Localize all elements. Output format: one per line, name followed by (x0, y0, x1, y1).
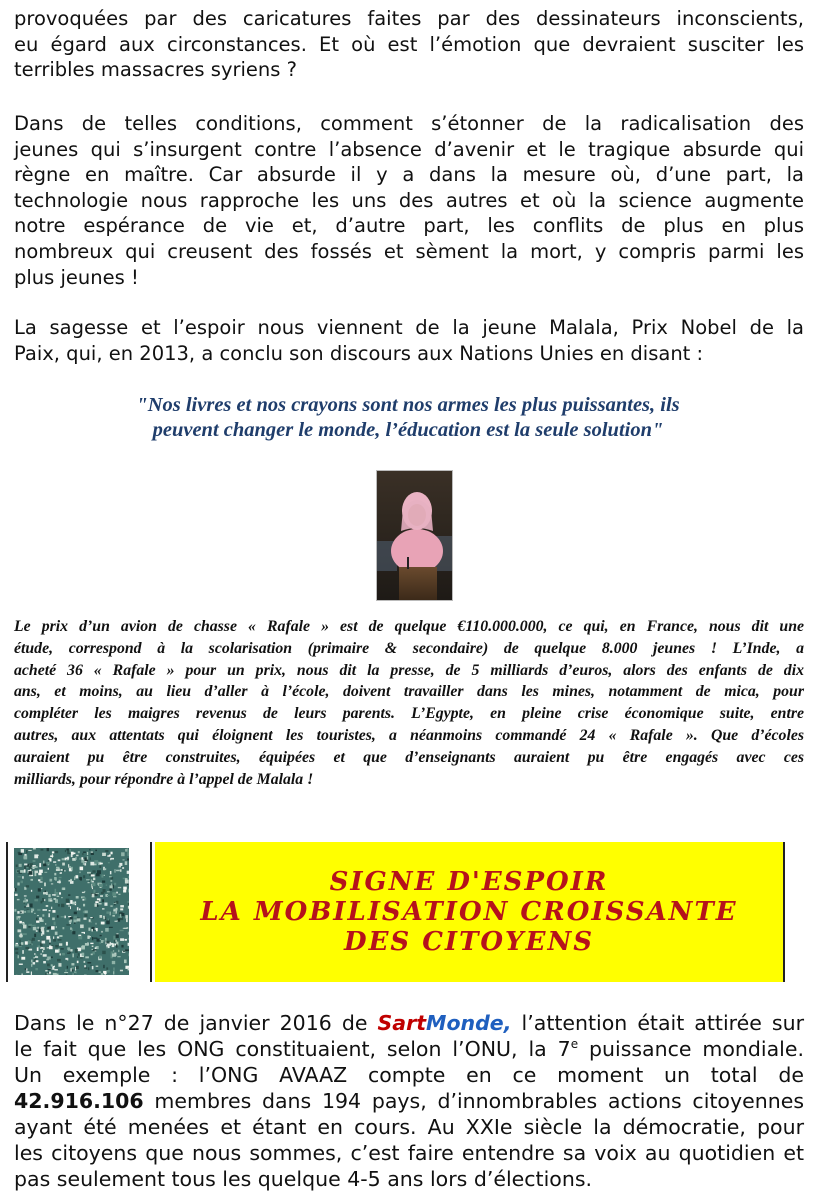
brand-monde: Monde, (426, 1011, 512, 1035)
text-line (14, 1036, 804, 1062)
text-line: pas seulement tous les quelque 4-5 ans lors d’élections. (14, 1167, 593, 1191)
text-line: provoquées par des caricatures faites par des dessinateurs inconscients, (14, 7, 804, 30)
rafale-caption (14, 616, 804, 790)
text-line: Dans de telles conditions, comment s’étonner de la radicalisation des (14, 112, 804, 135)
text-fragment: puissance mondiale. (578, 1037, 804, 1061)
caption-line: Le prix d’un avion de chasse « Rafale » est de quelque €110.000.000, ce qui, en France, nous dit une (14, 618, 804, 635)
text-line: notre espérance de vie et, d’autre part, les conflits de plus en plus (14, 214, 804, 238)
crowd-photo (14, 848, 129, 975)
text-line: nombreux qui creusent des fossés et sèment la mort, y compris parmi les (14, 239, 804, 263)
quote-line: "Nos livres et nos crayons sont nos armes les plus puissantes, ils (136, 394, 680, 416)
text-line: La sagesse et l’espoir nous viennent de la jeune Malala, Prix Nobel de la (14, 316, 804, 339)
banner-title-line: SIGNE D'ESPOIR (329, 867, 609, 897)
text-line: terribles massacres syriens ? (14, 58, 297, 82)
text-line: technologie nous rapproche les uns des autres et où la science augmente (14, 188, 804, 212)
caption-line: étude, correspond à la scolarisation (primaire & secondaire) de quelque 8.000 jeunes ! L’Inde, a (14, 639, 804, 657)
text-fragment: le fait que les ONG constituaient, selon l’ONU, la 7 (14, 1037, 571, 1061)
paragraph-2 (14, 111, 804, 290)
vertical-rule (150, 842, 152, 982)
caption-line: milliards, pour répondre à l’appel de Malala ! (14, 770, 314, 788)
text-line: ayant été menées et étant en cours. Au XXIe siècle la démocratie, pour (14, 1115, 804, 1139)
text-line: jeunes qui s’insurgent contre l’absence d’avenir et le tragique absurde qui (14, 137, 804, 161)
text-fragment: Dans le n°27 de janvier 2016 de (14, 1011, 378, 1035)
text-line (14, 1010, 804, 1036)
caption-line: compléter les maigres revenus de leurs parents. L’Egypte, en pleine crise économique suite, entre (14, 705, 804, 723)
malala-speech-photo (376, 470, 453, 601)
text-fragment: l’attention était attirée sur (511, 1011, 804, 1035)
banner-title-line: LA MOBILISATION CROISSANTE (200, 897, 738, 927)
brand-sart: Sart (377, 1011, 427, 1035)
malala-quote (40, 393, 776, 443)
text-line: les citoyens que nous sommes, c’est faire entendre sa voix au quotidien et (14, 1141, 804, 1165)
vertical-rule (783, 842, 785, 982)
text-line: eu égard aux circonstances. Et où est l’émotion que devraient susciter les (14, 32, 804, 56)
caption-line: ans, et moins, au lieu d’aller à l’école, doivent travailler dans les mines, notamment de mica, pour (14, 683, 804, 701)
banner-title-line: DES CITOYENS (344, 927, 594, 957)
text-line: Un exemple : l’ONG AVAAZ compte en ce moment un total de (14, 1063, 804, 1087)
vertical-rule (6, 842, 8, 982)
paragraph-1 (14, 6, 804, 83)
quote-line: peuvent changer le monde, l’éducation est la seule solution" (152, 419, 664, 441)
hope-banner (155, 842, 783, 982)
text-line: plus jeunes ! (14, 265, 139, 289)
text-line: règne en maître. Car absurde il y a dans la mesure où, d’une part, la (14, 163, 804, 187)
text-fragment: membres dans 194 pays, d’innombrables actions citoyennes (143, 1089, 804, 1113)
paragraph-3 (14, 315, 804, 366)
paragraph-4 (14, 1010, 804, 1192)
member-count: 42.916.106 (14, 1089, 144, 1113)
text-line: Paix, qui, en 2013, a conclu son discours aux Nations Unies en disant : (14, 341, 704, 365)
caption-line: acheté 36 « Rafale » pour un prix, nous dit la presse, de 5 milliards d’euros, alors des enfants de dix (14, 661, 804, 679)
superscript: e (570, 1037, 579, 1052)
caption-line: auraient pu être construites, équipées et que d’enseignants auraient pu être engagés avec ces (14, 748, 804, 766)
text-line (14, 1088, 804, 1114)
caption-line: autres, aux attentats qui éloignent les touristes, a néanmoins commandé 24 « Rafale ». Que d’écoles (14, 726, 804, 744)
